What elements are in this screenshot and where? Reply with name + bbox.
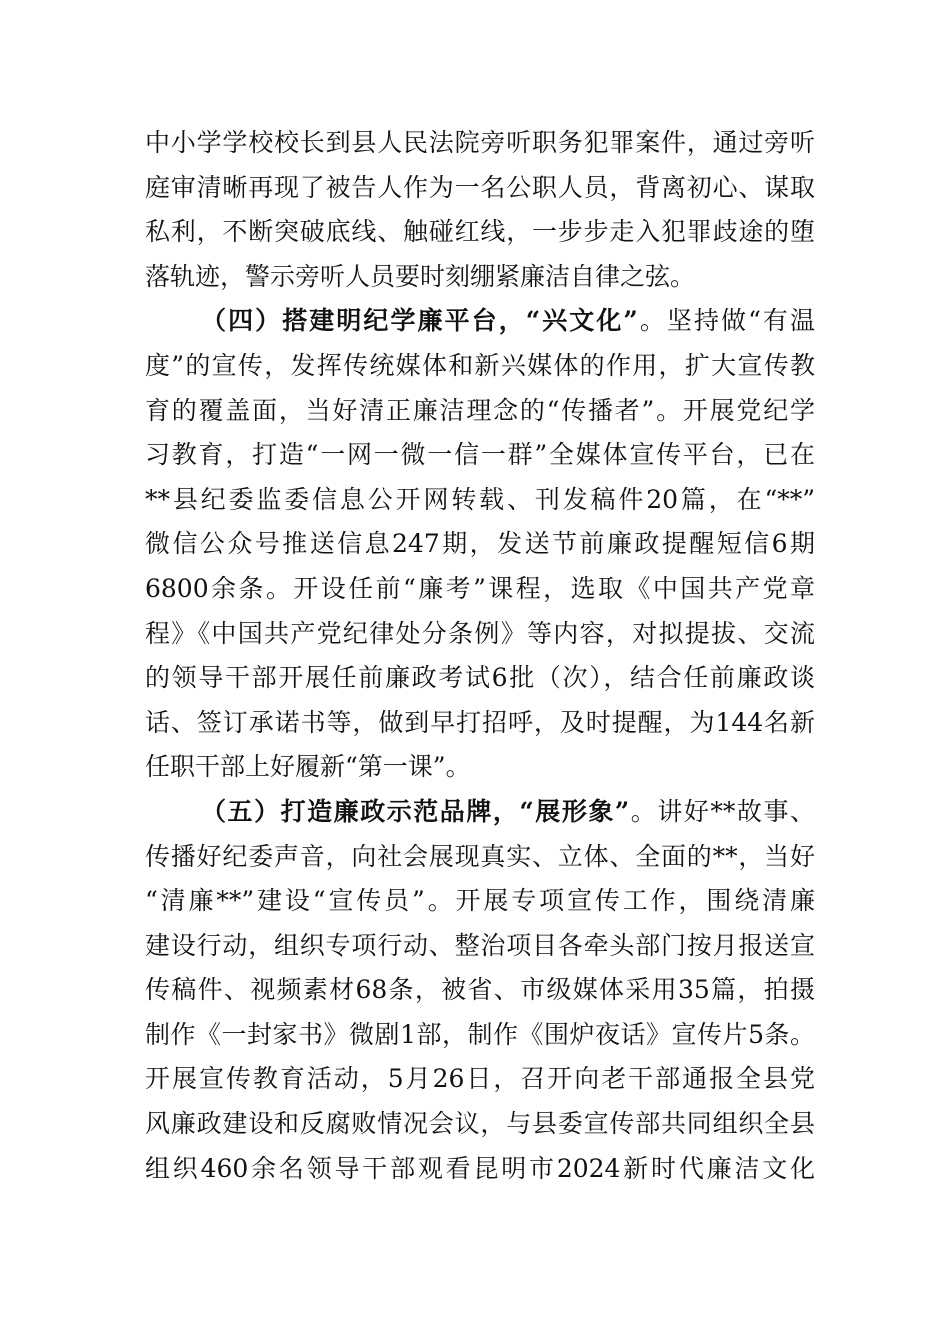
section-4-first-line <box>145 299 815 344</box>
section-4-heading: （四）搭建明纪学廉平台，“兴文化” <box>201 306 638 336</box>
section-5-first-line-text: 。讲好**故事、 <box>629 796 815 826</box>
paragraph-line: 建设行动，组织专项行动、整治项目各牵头部门按月报送宣 <box>145 930 815 960</box>
paragraph-line: “清廉**”建设“宣传员”。开展专项宣传工作，围绕清廉 <box>145 886 815 916</box>
section-5-first-line <box>145 790 815 835</box>
paragraph-line: 传播好纪委声音，向社会展现真实、立体、全面的**，当好 <box>145 841 815 871</box>
paragraph-line: 程》《中国共产党纪律处分条例》等内容，对拟提拔、交流 <box>145 618 815 648</box>
paragraph-line: 微信公众号推送信息247期，发送节前廉政提醒短信6期 <box>145 529 815 559</box>
paragraph-line: 中小学学校校长到县人民法院旁听职务犯罪案件，通过旁听 <box>145 128 815 157</box>
paragraph-line: 组织460余名领导干部观看昆明市2024新时代廉洁文化 <box>145 1153 815 1183</box>
paragraph-line: 6800余条。开设任前“廉考”课程，选取《中国共产党章 <box>145 573 815 603</box>
paragraph-line: 制作《一封家书》微剧1部，制作《围炉夜话》宣传片5条。 <box>145 1019 815 1049</box>
paragraph-line: 风廉政建设和反腐败情况会议，与县委宣传部共同组织全县 <box>145 1109 815 1139</box>
paragraph-line: 度”的宣传，发挥传统媒体和新兴媒体的作用，扩大宣传教 <box>145 350 815 380</box>
paragraph-line: 的领导干部开展任前廉政考试6批（次），结合任前廉政谈 <box>145 663 815 693</box>
document-body <box>145 121 815 1191</box>
paragraph-line: 私利，不断突破底线、触碰红线，一步步走入犯罪歧途的堕 <box>145 217 815 247</box>
paragraph-line: 传稿件、视频素材68条，被省、市级媒体采用35篇，拍摄 <box>145 975 815 1005</box>
paragraph-line: 庭审清晰再现了被告人作为一名公职人员，背离初心、谋取 <box>145 172 815 202</box>
paragraph-line: **县纪委监委信息公开网转载、刊发稿件20篇，在“**” <box>145 484 815 514</box>
paragraph-line: 育的覆盖面，当好清正廉洁理念的“传播者”。开展党纪学 <box>145 395 815 425</box>
paragraph-line: 任职干部上好履新“第一课”。 <box>145 752 471 782</box>
section-4-first-line-text: 。坚持做“有温 <box>637 306 815 336</box>
paragraph-line: 开展宣传教育活动，5月26日，召开向老干部通报全县党 <box>145 1064 815 1094</box>
section-5-heading: （五）打造廉政示范品牌，“展形象” <box>201 796 630 826</box>
paragraph-line: 落轨迹，警示旁听人员要时刻绷紧廉洁自律之弦。 <box>145 261 696 291</box>
paragraph-line: 话、签订承诺书等，做到早打招呼，及时提醒，为144名新 <box>145 707 815 737</box>
paragraph-line: 习教育，打造“一网一微一信一群”全媒体宣传平台，已在 <box>145 440 815 470</box>
